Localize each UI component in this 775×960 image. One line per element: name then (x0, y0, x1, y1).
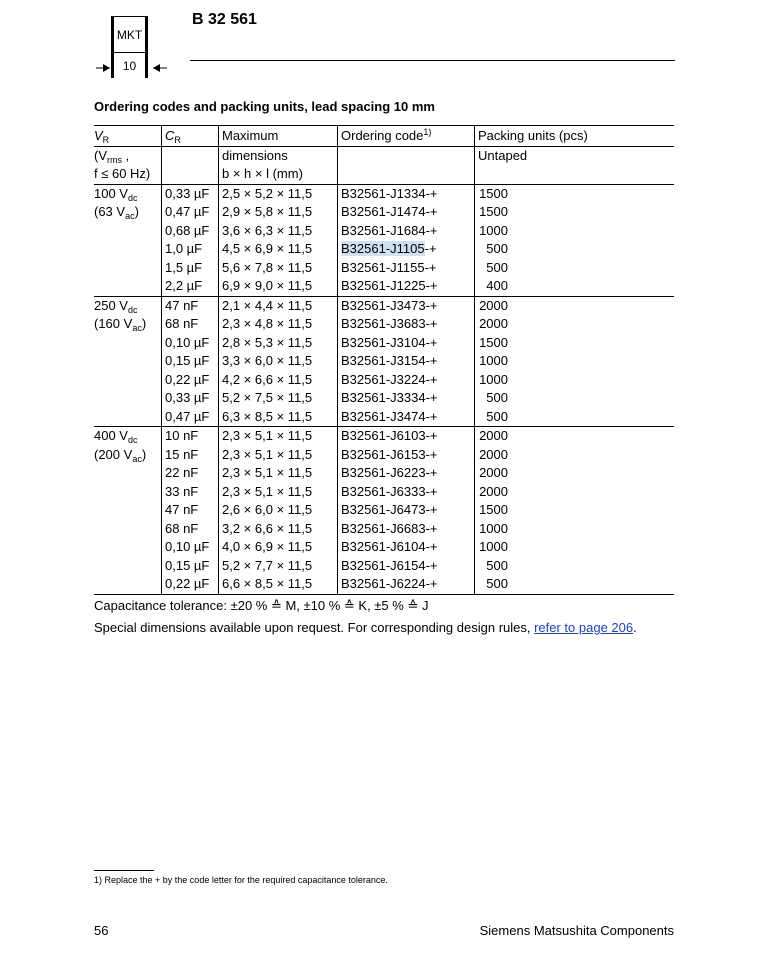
packing-units-value: 400 (486, 278, 508, 293)
table-row (94, 520, 674, 539)
packing-units-value: 2000 (479, 428, 508, 443)
dimensions-cell: 3,2 × 6,6 × 11,5 (219, 520, 338, 539)
capacitance-cell: 0,10 µF (162, 334, 219, 353)
table-row (94, 446, 674, 465)
packing-cell (475, 296, 675, 315)
table-row (94, 371, 674, 390)
voltage-rating-cell: 400 $V_{dc}$ (94, 427, 162, 446)
capacitance-cell: 0,15 µF (162, 557, 219, 576)
ordering-code-cell: B32561-J6683-+ (338, 520, 475, 539)
packing-units-value: 500 (486, 241, 508, 256)
special-dimensions-note: Special dimensions available upon request. For corresponding design rules, refer to page 206. (94, 620, 637, 635)
table-row (94, 296, 674, 315)
packing-cell (475, 575, 675, 594)
capacitance-cell: 2,2 µF (162, 277, 219, 296)
packing-units-value: 1500 (479, 502, 508, 517)
packing-cell (475, 446, 675, 465)
packing-cell (475, 315, 675, 334)
dimensions-cell: 2,3 × 4,8 × 11,5 (219, 315, 338, 334)
ordering-code-cell: B32561-J3334-+ (338, 389, 475, 408)
dimensions-cell: 3,3 × 6,0 × 11,5 (219, 352, 338, 371)
header-rule (190, 60, 675, 61)
ordering-code-cell: B32561-J1684-+ (338, 222, 475, 241)
dimensions-cell: 2,9 × 5,8 × 11,5 (219, 203, 338, 222)
dimensions-cell: 4,5 × 6,9 × 11,5 (219, 240, 338, 259)
header-packing-units: Packing units (pcs) (475, 126, 675, 147)
arrow-left-icon (151, 62, 167, 74)
header-vr: $V_R$ (94, 126, 162, 147)
capacitance-cell: 0,22 µF (162, 575, 219, 594)
page-206-link[interactable]: refer to page 206 (534, 620, 634, 635)
header-dimensions-2: dimensions (219, 146, 338, 165)
dimensions-cell: 5,6 × 7,8 × 11,5 (219, 259, 338, 278)
ordering-code-cell: B32561-J3683-+ (338, 315, 475, 334)
dimensions-cell: 6,3 × 8,5 × 11,5 (219, 408, 338, 427)
capacitance-cell: 0,47 µF (162, 408, 219, 427)
packing-units-value: 500 (486, 557, 508, 573)
header-untaped: Untaped (475, 146, 675, 165)
ordering-code-cell: B32561-J6104-+ (338, 538, 475, 557)
capacitance-cell: 0,33 µF (162, 389, 219, 408)
header-cr: $C_R$ (162, 126, 219, 147)
packing-units-value: 1000 (479, 222, 508, 238)
ordering-code-cell: B32561-J3104-+ (338, 334, 475, 353)
dimensions-cell: 2,3 × 5,1 × 11,5 (219, 427, 338, 446)
packing-cell (475, 259, 675, 278)
ordering-code-cell: B32561-J6223-+ (338, 464, 475, 483)
capacitance-cell: 15 nF (162, 446, 219, 465)
packing-units-value: 500 (486, 408, 508, 424)
packing-units-value: 1000 (479, 539, 508, 554)
capacitance-cell: 22 nF (162, 464, 219, 483)
dimensions-cell: 5,2 × 7,5 × 11,5 (219, 389, 338, 408)
voltage-rating-cell: 100 $V_{dc}$ (94, 184, 162, 203)
packing-cell (475, 352, 675, 371)
ordering-code-cell: B32561-J1105-+ (338, 240, 475, 259)
ordering-code-cell: B32561-J3224-+ (338, 371, 475, 390)
capacitance-cell: 33 nF (162, 483, 219, 502)
capacitance-cell: 0,68 µF (162, 222, 219, 241)
voltage-rating-cell: (200 $V_{ac}$) (94, 446, 147, 464)
selected-text[interactable]: B32561-J1105 (341, 241, 425, 256)
ordering-code-cell: B32561-J6224-+ (338, 575, 475, 594)
voltage-rating-cell: 250 $V_{dc}$ (94, 296, 162, 315)
capacitance-cell: 47 nF (162, 296, 219, 315)
ordering-code-cell: B32561-J6333-+ (338, 483, 475, 502)
arrow-right-icon (96, 62, 112, 74)
packing-units-value: 1000 (479, 371, 508, 387)
capacitance-cell: 47 nF (162, 501, 219, 520)
packing-cell (475, 538, 675, 557)
ordering-codes-table (94, 125, 674, 595)
capacitance-cell: 0,22 µF (162, 371, 219, 390)
packing-units-value: 2000 (479, 465, 508, 480)
ordering-code-cell: B32561-J1474-+ (338, 203, 475, 222)
dimensions-cell: 3,6 × 6,3 × 11,5 (219, 222, 338, 241)
packing-cell (475, 203, 675, 222)
packing-cell (475, 408, 675, 427)
packing-cell (475, 240, 675, 259)
packing-cell (475, 501, 675, 520)
dimensions-cell: 2,3 × 5,1 × 11,5 (219, 446, 338, 465)
packing-units-value: 1500 (479, 185, 508, 201)
table-row (94, 408, 674, 427)
packing-units-value: 2000 (479, 446, 508, 462)
dimensions-cell: 2,5 × 5,2 × 11,5 (219, 184, 338, 203)
dimensions-cell: 5,2 × 7,7 × 11,5 (219, 557, 338, 576)
ordering-code-cell: B32561-J6153-+ (338, 446, 475, 465)
table-row (94, 222, 674, 241)
company-name: Siemens Matsushita Components (479, 923, 674, 938)
footnote: 1) Replace the + by the code letter for the required capacitance tolerance. (94, 875, 388, 885)
ordering-code-cell: B32561-J1225-+ (338, 277, 475, 296)
dimensions-cell: 6,9 × 9,0 × 11,5 (219, 277, 338, 296)
packing-cell (475, 277, 675, 296)
dimensions-cell: 2,6 × 6,0 × 11,5 (219, 501, 338, 520)
voltage-rating-cell: (63 $V_{ac}$) (94, 204, 139, 221)
dimensions-cell: 2,1 × 4,4 × 11,5 (219, 296, 338, 315)
packing-units-value: 1500 (479, 334, 508, 350)
capacitance-cell: 1,5 µF (162, 259, 219, 278)
header-vrms: ($V_{rms}$ , (94, 147, 130, 165)
table-row (94, 501, 674, 520)
packing-cell (475, 184, 675, 203)
packing-units-value: 1500 (479, 204, 508, 219)
table-row (94, 240, 674, 259)
capacitance-cell: 0,33 µF (162, 184, 219, 203)
ordering-code-cell: B32561-J3474-+ (338, 408, 475, 427)
packing-cell (475, 557, 675, 576)
table-row (94, 334, 674, 353)
header-frequency: f ≤ 60 Hz) (94, 165, 162, 184)
table-row (94, 203, 674, 222)
document-title: B 32 561 (192, 11, 257, 28)
packing-cell (475, 483, 675, 502)
packing-cell (475, 222, 675, 241)
packing-units-value: 500 (486, 576, 508, 591)
table-row (94, 389, 674, 408)
ordering-code-cell: B32561-J6154-+ (338, 557, 475, 576)
logo-mkt-label: MKT (114, 16, 145, 53)
table-row (94, 464, 674, 483)
capacitance-cell: 68 nF (162, 520, 219, 539)
dimensions-cell: 2,3 × 5,1 × 11,5 (219, 483, 338, 502)
dimensions-cell: 4,2 × 6,6 × 11,5 (219, 371, 338, 390)
dimensions-cell: 2,3 × 5,1 × 11,5 (219, 464, 338, 483)
capacitance-cell: 1,0 µF (162, 240, 219, 259)
dimensions-cell: 6,6 × 8,5 × 11,5 (219, 575, 338, 594)
dimensions-cell: 2,8 × 5,3 × 11,5 (219, 334, 338, 353)
packing-units-value: 500 (486, 390, 508, 405)
table-row (94, 427, 674, 446)
ordering-code-cell: B32561-J1155-+ (338, 259, 475, 278)
header-ordering-code: Ordering code$^{1)}$ (338, 126, 475, 147)
capacitance-cell: 0,47 µF (162, 203, 219, 222)
table-row (94, 538, 674, 557)
capacitance-cell: 68 nF (162, 315, 219, 334)
dimensions-cell: 4,0 × 6,9 × 11,5 (219, 538, 338, 557)
table-row (94, 277, 674, 296)
ordering-code-cell: B32561-J6473-+ (338, 501, 475, 520)
capacitance-cell: 0,15 µF (162, 352, 219, 371)
table-row (94, 259, 674, 278)
packing-cell (475, 334, 675, 353)
packing-units-value: 2000 (479, 297, 508, 313)
ordering-code-cell: B32561-J3473-+ (338, 296, 475, 315)
ordering-code-cell: B32561-J6103-+ (338, 427, 475, 446)
packing-cell (475, 371, 675, 390)
voltage-rating-cell: (160 $V_{ac}$) (94, 316, 147, 333)
packing-units-value: 500 (486, 259, 508, 275)
packing-cell (475, 427, 675, 446)
mkt-logo (96, 14, 171, 82)
packing-cell (475, 464, 675, 483)
logo-spacing-label: 10 (122, 59, 137, 73)
table-row (94, 575, 674, 594)
packing-units-value: 2000 (479, 483, 508, 499)
ordering-code-cell: B32561-J3154-+ (338, 352, 475, 371)
packing-cell (475, 389, 675, 408)
section-title: Ordering codes and packing units, lead spacing 10 mm (94, 99, 435, 114)
packing-cell (475, 520, 675, 539)
header-dimensions: Maximum (219, 126, 338, 147)
footnote-rule (94, 870, 154, 871)
capacitance-cell: 0,10 µF (162, 538, 219, 557)
header-dimensions-3: b × h × l (mm) (219, 165, 338, 184)
packing-units-value: 1000 (479, 520, 508, 536)
capacitance-cell: 10 nF (162, 427, 219, 446)
table-row (94, 184, 674, 203)
table-row (94, 483, 674, 502)
tolerance-note: Capacitance tolerance: ±20 % ≙ M, ±10 % ≙ K, ±5 % ≙ J (94, 598, 429, 613)
packing-units-value: 2000 (479, 316, 508, 331)
table-row (94, 557, 674, 576)
packing-units-value: 1000 (479, 353, 508, 368)
table-row (94, 352, 674, 371)
ordering-code-cell: B32561-J1334-+ (338, 184, 475, 203)
footnote-ref: 1) (423, 127, 432, 137)
table-row (94, 315, 674, 334)
page-number: 56 (94, 923, 109, 938)
